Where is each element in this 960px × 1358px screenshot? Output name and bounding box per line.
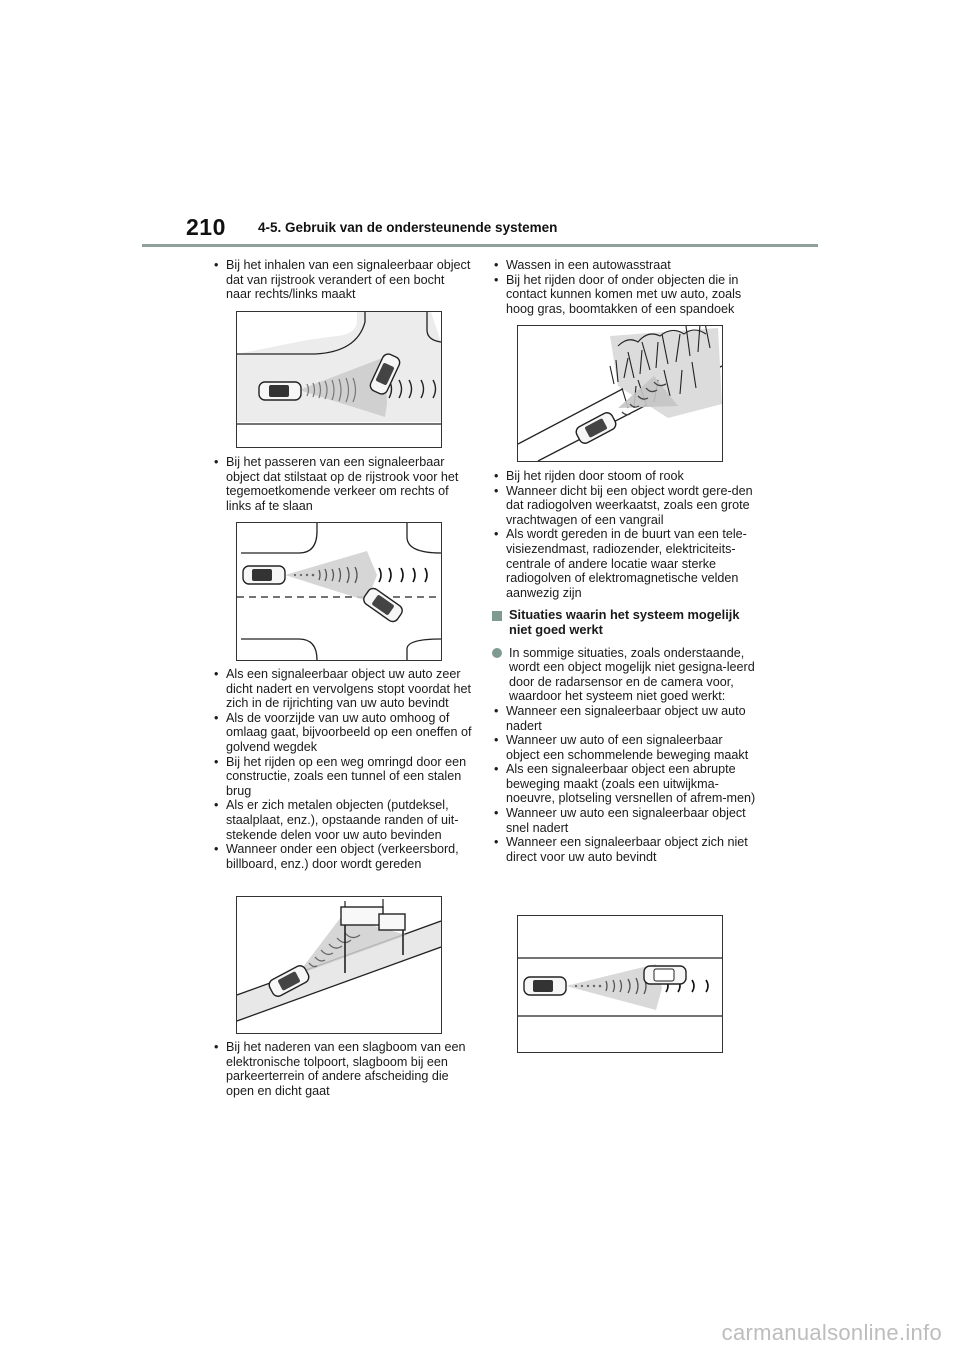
left-column-block-2 [212, 455, 472, 513]
list-item: • Wanneer een signaleerbaar object uw auto nadert [492, 704, 757, 733]
list-item: • Bij het passeren van een signaleerbaar object dat stilstaat op de rijstrook voor het tegemoetkomende verkeer om rechts of links af te slaan [212, 455, 472, 513]
bullet-list [212, 667, 472, 871]
lead-dot-icon [492, 648, 502, 658]
list-item: • Bij het rijden op een weg omringd door een constructie, zoals een tunnel of een stalen brug [212, 755, 472, 799]
section-title: 4-5. Gebruik van de ondersteunende systemen [258, 220, 558, 235]
car-oncoming-icon [237, 523, 441, 660]
list-item: • Wanneer een signaleerbaar object zich niet direct voor uw auto bevindt [492, 835, 757, 864]
list-item: • Wanneer uw auto een signaleerbaar object snel nadert [492, 806, 757, 835]
bullet-list [492, 258, 757, 316]
list-item: • Bij het rijden door stoom of rook [492, 469, 757, 484]
bullet-list [212, 1040, 472, 1098]
heading-square-icon [492, 611, 502, 621]
list-item: • Wanneer onder een object (verkeersbord, billboard, enz.) door wordt gereden [212, 842, 472, 871]
header-divider [142, 244, 818, 247]
list-item: • Als een signaleerbaar object uw auto zeer dicht nadert en vervolgens stopt voordat het zich in de rijrichting van uw auto bevindt [212, 667, 472, 711]
list-item: • Als wordt gereden in de buurt van een tele-visiezendmast, radiozender, elektriciteits-centrale of andere locatie waar sterke radiogolven of elektromagnetische velden aanwezig zijn [492, 527, 757, 600]
list-item: • Wanneer dicht bij een object wordt gere-den dat radiogolven weerkaatst, zoals een grote vrachtwagen of een vangrail [492, 484, 757, 528]
list-item: • Als de voorzijde van uw auto omhoog of omlaag gaat, bijvoorbeeld op een oneffen of golvend wegdek [212, 711, 472, 755]
list-item: • Bij het inhalen van een signaleerbaar object dat van rijstrook verandert of een bocht naar rechts/links maakt [212, 258, 472, 302]
turning-object-illustration [236, 311, 442, 448]
overhead-sign-illustration [236, 896, 442, 1034]
list-item: • Wanneer uw auto of een signaleerbaar object een schommelende beweging maakt [492, 733, 757, 762]
bullet-list [492, 704, 757, 865]
section-heading-text: Situaties waarin het systeem mogelijk niet goed werkt [509, 607, 740, 637]
list-item: • Als er zich metalen objecten (putdeksel, staalplaat, enz.), opstaande randen of uit-stekende delen voor uw auto bevinden [212, 798, 472, 842]
page-header [0, 0, 960, 250]
overhead-sign-icon [237, 897, 441, 1033]
bullet-list [212, 455, 472, 513]
section-lead-text: In sommige situaties, zoals onderstaande, wordt een object mogelijk niet gesigna-leerd door de radarsensor en de camera voor, waardoor het systeem niet goed werkt: [509, 645, 755, 704]
section-heading [492, 608, 757, 637]
watermark: carmanualsonline.info [721, 1320, 942, 1345]
bullet-list [492, 469, 757, 600]
left-column-block-3 [212, 667, 472, 871]
bullet-list [212, 258, 472, 302]
tall-grass-illustration [517, 325, 723, 462]
car-offset-icon [518, 916, 722, 1052]
list-item: • Bij het rijden door of onder objecten die in contact kunnen komen met uw auto, zoals hoog gras, boomtakken of een spandoek [492, 273, 757, 317]
offset-vehicle-illustration [517, 915, 723, 1053]
left-column-block-4 [212, 1040, 472, 1098]
right-column [492, 258, 757, 316]
car-turning-icon [237, 312, 441, 447]
stopped-oncoming-lane-illustration [236, 522, 442, 661]
list-item: • Bij het naderen van een slagboom van een elektronische tolpoort, slagboom bij een parkeerterrein of andere afscheiding die open en dicht gaat [212, 1040, 472, 1098]
right-column-block-2 [492, 469, 757, 864]
page-number: 210 [186, 214, 226, 240]
left-column [212, 258, 472, 302]
list-item: • Als een signaleerbaar object een abrupte beweging maakt (zoals een uitwijkma-noeuvre, plotseling versnellen of afrem-men) [492, 762, 757, 806]
grass-icon [518, 326, 722, 461]
list-item: • Wassen in een autowasstraat [492, 258, 757, 273]
section-lead [492, 646, 757, 704]
